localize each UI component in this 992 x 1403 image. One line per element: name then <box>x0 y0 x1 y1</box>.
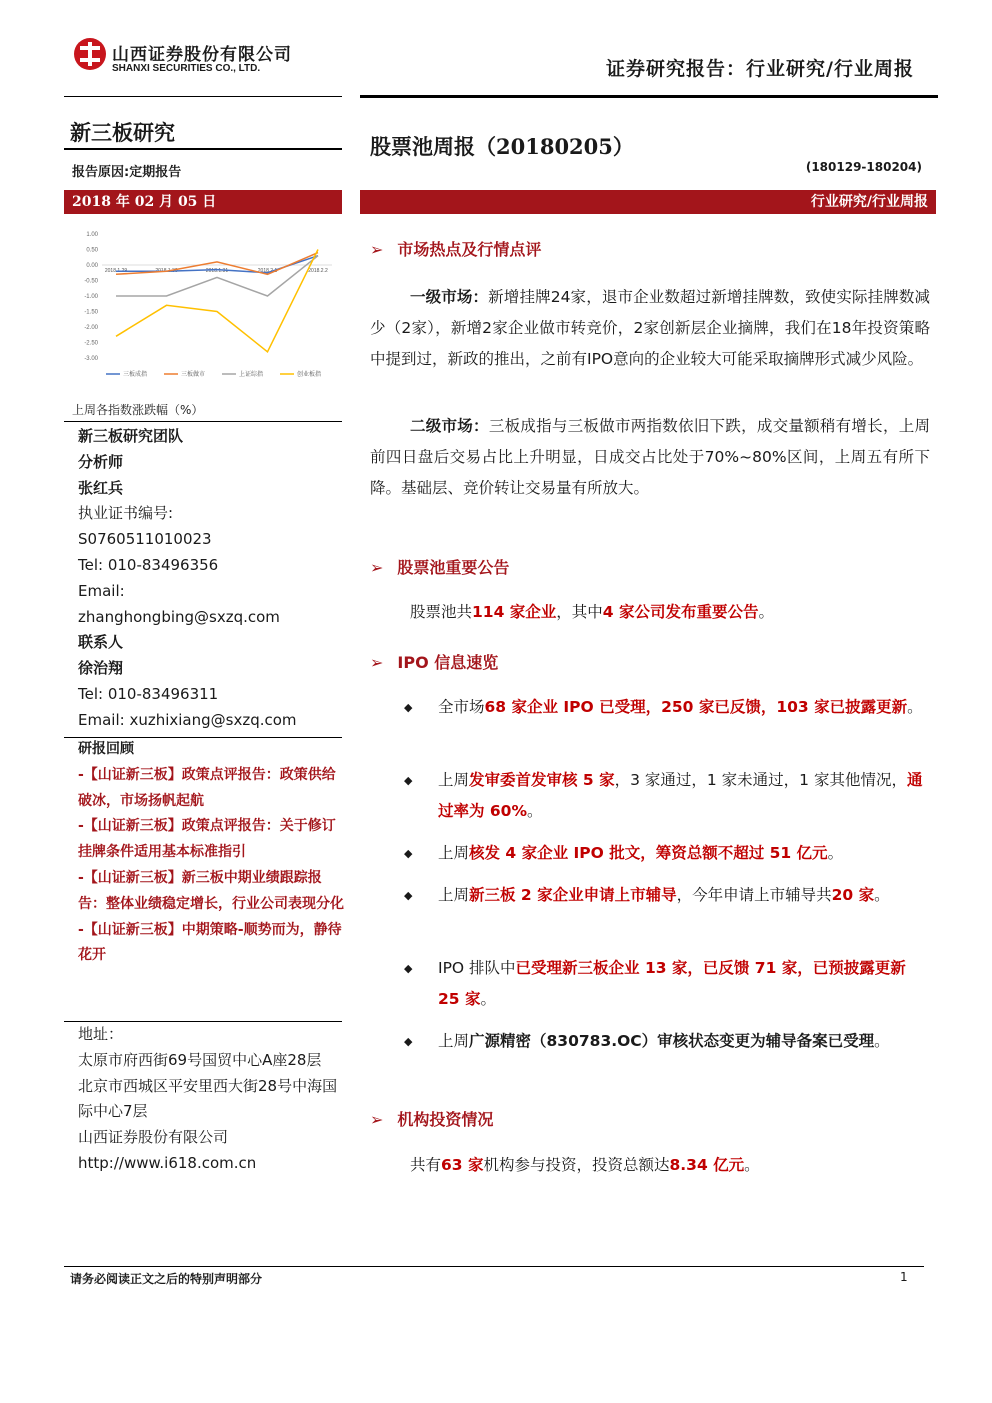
email-label: Email: <box>78 581 125 600</box>
address-beijing: 北京市西城区平安里西大街28号中海国际中心7层 <box>78 1076 338 1121</box>
analyst-block <box>78 424 344 734</box>
arrow-icon: ➢ <box>370 1110 384 1129</box>
ipo-bullet: ◆ IPO 排队中已受理新三板企业 13 家，已反馈 71 家，已预披露更新 25 家。 <box>404 953 930 1015</box>
series-line <box>116 256 318 273</box>
report-type-header: 证券研究报告：行业研究/行业周报 <box>606 58 914 80</box>
x-tick-label: 2018.1.31 <box>205 268 229 274</box>
legend-label: 三板做市 <box>181 371 206 378</box>
y-tick-label: -2.50 <box>84 340 98 347</box>
arrow-icon: ➢ <box>370 558 384 577</box>
company-name-cn: 山西证券股份有限公司 <box>112 45 292 65</box>
chart-caption: 上周各指数涨跌幅（%） <box>72 403 204 417</box>
diamond-bullet-icon: ◆ <box>404 701 413 714</box>
y-tick-label: -0.50 <box>84 278 98 285</box>
index-change-chart <box>70 224 340 384</box>
legend-label: 上证综指 <box>239 371 264 378</box>
review-link[interactable]: -【山证新三板】中期策略-顺势而为，静待花开 <box>78 921 342 964</box>
address-block <box>78 1022 344 1177</box>
ipo-bullet: ◆ 上周发审委首发审核 5 家，3 家通过，1 家未通过，1 家其他情况，通过率为 60%。 <box>404 765 930 827</box>
ipo-bullet: ◆ 上周广源精密（830783.OC）审核状态变更为辅导备案已受理。 <box>404 1026 930 1057</box>
chart-rule <box>64 421 342 422</box>
arrow-icon: ➢ <box>370 240 384 259</box>
review-link[interactable]: -【山证新三板】新三板中期业绩跟踪报告：整体业绩稳定增长，行业公司表现分化 <box>78 869 344 912</box>
diamond-bullet-icon: ◆ <box>404 847 413 860</box>
company-name-en: SHANXI SECURITIES CO., LTD. <box>112 63 261 74</box>
review-link[interactable]: -【山证新三板】政策点评报告：关于修订挂牌条件适用基本标准指引 <box>78 818 336 861</box>
category-bar: 行业研究/行业周报 <box>360 190 936 214</box>
ipo-bullet: ◆ 上周新三板 2 家企业申请上市辅导，今年申请上市辅导共20 家。 <box>404 880 930 911</box>
section-heading-announcements: ➢ 股票池重要公告 <box>370 558 510 577</box>
cert-number: S0760511010023 <box>78 530 212 549</box>
address-label: 地址： <box>78 1025 124 1043</box>
y-tick-label: -1.50 <box>84 309 98 316</box>
contact-label: 联系人 <box>78 633 124 652</box>
footer-rule <box>64 1266 924 1267</box>
y-tick-label: 1.00 <box>86 232 98 238</box>
secondary-market-paragraph: 二级市场：三板成指与三板做市两指数依旧下跌，成交量额稍有增长，上周前四日盘后交易占比上升明显，日成交占比处于70%~80%区间，上周五有所下降。基础层、竞价转让交易量有所放大。 <box>370 417 930 497</box>
analyst-label: 分析师 <box>78 452 124 471</box>
legend-label: 创业板指 <box>297 371 322 378</box>
legend-label: 三板成指 <box>123 371 148 378</box>
header-rule <box>64 96 342 97</box>
section-heading-institutions: ➢ 机构投资情况 <box>370 1110 494 1129</box>
primary-market-paragraph: 一级市场：新增挂牌24家，退市企业数超过新增挂牌数，致使实际挂牌数减少（2家），新增2家企业做市转竞价，2家创新层企业摘牌，我们在18年投资策略中提到过，新政的推出，之前有IPO意向的企业较大可能采取摘牌形式减少风险。 <box>370 288 930 368</box>
report-date: 2018 年 02 月 05 日 <box>64 190 342 214</box>
ipo-bullet: ◆ 上周核发 4 家企业 IPO 批文，筹资总额不超过 51 亿元。 <box>404 838 930 869</box>
y-tick-label: -3.00 <box>84 356 98 362</box>
ipo-bullet: ◆ 全市场68 家企业 IPO 已受理，250 家已反馈，103 家已披露更新。 <box>404 692 930 723</box>
institution-paragraph: 共有63 家机构参与投资，投资总额达8.34 亿元。 <box>410 1156 760 1174</box>
contact-email[interactable]: Email: xuzhixiang@sxzq.com <box>78 710 297 729</box>
company-logo-icon <box>72 36 108 72</box>
x-tick-label: 2018.1.29 <box>104 268 128 274</box>
y-tick-label: 0.50 <box>86 247 98 254</box>
x-tick-label: 2018.2.2 <box>308 268 328 274</box>
review-title: 研报回顾 <box>78 741 134 757</box>
x-tick-label: 2018.2.1 <box>257 268 278 274</box>
team-name: 新三板研究团队 <box>78 427 184 445</box>
analyst-tel: Tel: 010-83496356 <box>78 555 219 574</box>
x-tick-label: 2018.1.30 <box>155 268 178 274</box>
report-period: (180129-180204) <box>805 160 922 174</box>
section-heading-ipo: ➢ IPO 信息速览 <box>370 653 499 672</box>
section-rule <box>64 148 342 150</box>
y-tick-label: -1.00 <box>84 294 98 300</box>
diamond-bullet-icon: ◆ <box>404 1035 413 1048</box>
analyst-email[interactable]: zhanghongbing@sxzq.com <box>78 607 280 626</box>
arrow-icon: ➢ <box>370 653 384 672</box>
stock-pool-paragraph: 股票池共114 家企业，其中4 家公司发布重要公告。 <box>410 603 774 621</box>
disclaimer-note: 请务必阅读正文之后的特别声明部分 <box>70 1272 263 1286</box>
report-review-block <box>78 737 344 969</box>
diamond-bullet-icon: ◆ <box>404 889 413 902</box>
report-reason: 报告原因:定期报告 <box>72 165 182 180</box>
page-title: 股票池周报（20180205） <box>370 134 634 159</box>
header-rule-right <box>360 95 938 98</box>
diamond-bullet-icon: ◆ <box>404 962 413 975</box>
y-tick-label: 0.00 <box>86 263 98 269</box>
section-heading-market: ➢ 市场热点及行情点评 <box>370 240 542 259</box>
cert-label: 执业证书编号: <box>78 504 174 523</box>
review-link[interactable]: -【山证新三板】政策点评报告：政策供给破冰，市场扬帆起航 <box>78 766 336 809</box>
section-title: 新三板研究 <box>70 120 175 145</box>
contact-name: 徐治翔 <box>78 659 124 678</box>
page-number: 1 <box>900 1270 908 1284</box>
diamond-bullet-icon: ◆ <box>404 774 413 787</box>
y-tick-label: -2.00 <box>84 325 98 331</box>
address-company: 山西证券股份有限公司 <box>78 1128 229 1147</box>
address-taiyuan: 太原市府西街69号国贸中心A座28层 <box>78 1050 322 1069</box>
website-link[interactable]: http://www.i618.com.cn <box>78 1153 257 1172</box>
analyst-name: 张红兵 <box>78 478 124 497</box>
contact-tel: Tel: 010-83496311 <box>78 684 219 703</box>
